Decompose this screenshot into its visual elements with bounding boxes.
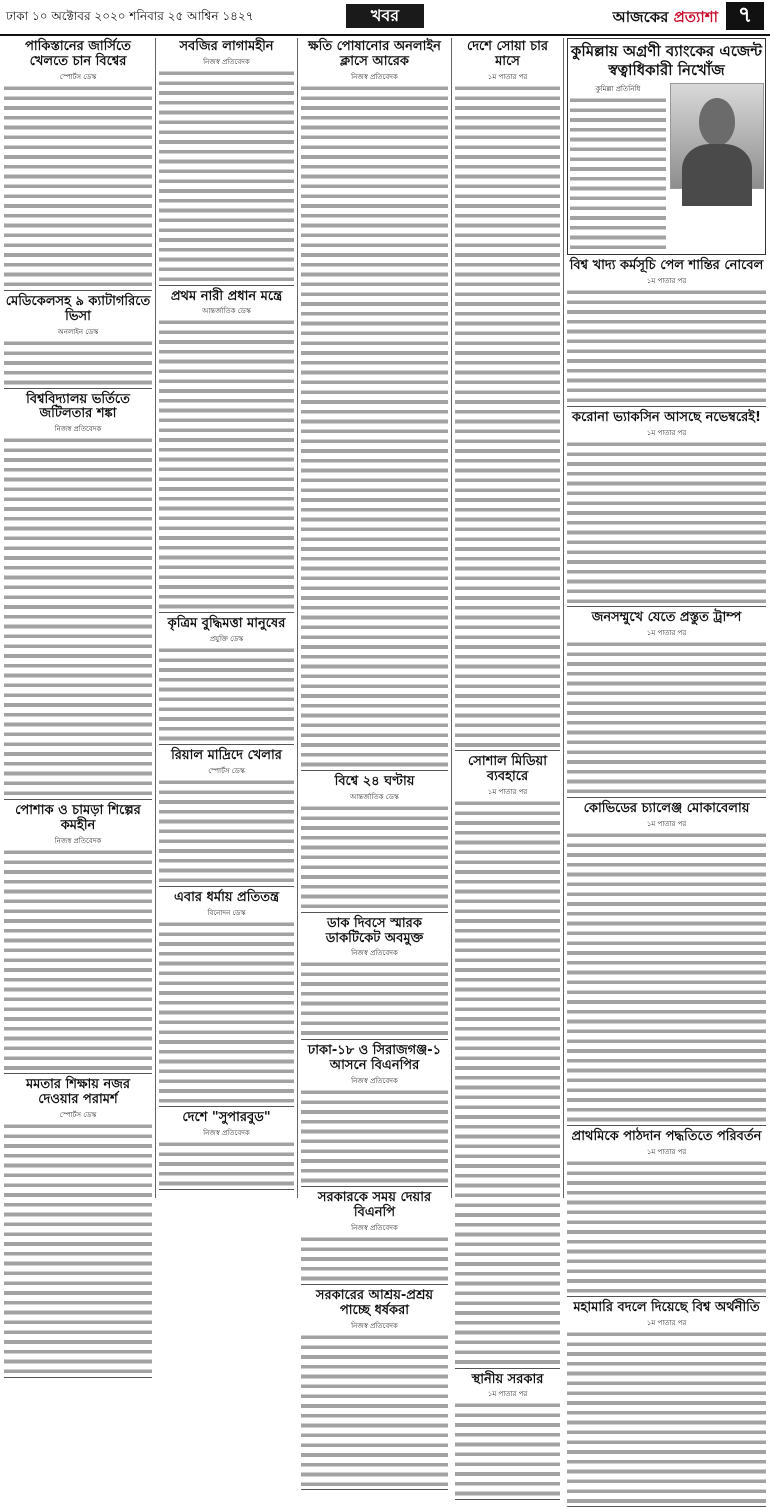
story-headline: বিশ্ববিদ্যালয় ভর্তিতে জটিলতার শঙ্কা xyxy=(26,391,130,422)
news-story xyxy=(159,40,294,286)
story-body-text xyxy=(567,640,766,797)
story-headline: মমতার শিক্ষায় নজর দেওয়ার পরামর্শ xyxy=(25,1077,131,1108)
news-story xyxy=(4,393,152,800)
story-byline: নিজস্ব প্রতিবেদক xyxy=(351,72,398,81)
news-story xyxy=(4,295,152,389)
person-photo xyxy=(670,83,764,189)
news-story xyxy=(4,40,152,291)
story-headline: করোনা ভ্যাকসিন আসছে নভেম্বরেই! xyxy=(572,409,761,425)
story-body-text xyxy=(567,1330,766,1506)
story-byline: নিজস্ব প্রতিবেদক xyxy=(351,1076,398,1085)
column-divider xyxy=(563,38,564,1198)
story-headline: স্থানীয় সরকার xyxy=(471,1371,544,1387)
feature-headline-line-2: স্বত্বাধিকারী নিখোঁজ xyxy=(608,61,725,80)
story-byline: নিজস্ব প্রতিবেদক xyxy=(54,425,102,434)
newspaper-brand xyxy=(613,6,718,31)
story-headline: মেডিকেলসহ ৯ ক্যাটাগরিতে ভিসা xyxy=(5,293,151,324)
story-body-text xyxy=(159,318,294,612)
story-headline: সরকারকে সময় দেয়ার বিএনপি xyxy=(317,1189,432,1220)
story-byline: ১ম পাতার পর xyxy=(646,629,687,638)
news-story xyxy=(567,802,766,1126)
news-story xyxy=(455,40,560,751)
story-headline: কৃত্রিম বুদ্ধিমত্তা মানুষের xyxy=(167,616,286,632)
story-headline: ডাক দিবসে স্মারক ডাকটিকেট অবমুক্ত xyxy=(325,915,424,946)
story-byline: নিজস্ব প্রতিবেদক xyxy=(351,1321,398,1330)
story-byline: ১ম পাতার পর xyxy=(646,1147,687,1156)
story-byline: অনলাইন ডেস্ক xyxy=(57,327,99,336)
issue-date: ঢাকা ১০ অক্টোবর ২০২০ শনিবার ২৫ আশ্বিন ১৪২৭ xyxy=(6,9,254,23)
story-body-text xyxy=(4,339,152,388)
news-story xyxy=(455,755,560,1368)
story-body-text xyxy=(159,69,294,285)
brand-prefix: আজকের xyxy=(612,8,669,26)
news-story xyxy=(301,917,448,1040)
story-body-text xyxy=(159,778,294,886)
story-body-text xyxy=(455,84,560,750)
story-body-text xyxy=(159,1140,294,1189)
story-byline: ১ম পাতার পর xyxy=(487,1390,528,1399)
story-body-text xyxy=(301,1333,448,1490)
story-body-text xyxy=(301,1235,448,1284)
story-byline: স্পোর্টস ডেস্ক xyxy=(59,1111,97,1120)
masthead xyxy=(0,0,770,36)
story-byline: ১ম পাতার পর xyxy=(646,428,687,437)
story-body-text xyxy=(567,440,766,607)
story-byline: বিনোদন ডেস্ক xyxy=(207,909,246,918)
story-body-text xyxy=(4,848,152,1073)
story-headline: পোশাক ও চামড়া শিল্পের কমহীন xyxy=(15,803,141,833)
story-body-text xyxy=(570,96,666,253)
news-story xyxy=(159,290,294,614)
story-body-text xyxy=(301,84,448,770)
story-headline: দেশে "সুপারবুড" xyxy=(182,1110,271,1126)
story-body-text xyxy=(301,960,448,1038)
story-body-text xyxy=(455,799,560,1367)
story-byline: নিজস্ব প্রতিবেদক xyxy=(54,836,102,845)
story-body-text xyxy=(567,1159,766,1296)
section-label: খবর xyxy=(346,4,424,28)
feature-byline: কুমিল্লা প্রতিনিধি xyxy=(595,84,641,93)
story-headline: সরকারের আশ্রয়-প্রশ্রয় পাচ্ছে ধর্ষকরা xyxy=(315,1287,434,1318)
column-1 xyxy=(4,38,152,1200)
column-divider xyxy=(155,38,156,1198)
feature-headline: কুমিল্লায় অগ্রণী ব্যাংকের এজেন্ট xyxy=(570,42,763,60)
story-headline: সবজির লাগামহীন xyxy=(179,39,274,54)
story-byline: স্পোর্টস ডেস্ক xyxy=(59,72,97,81)
news-story xyxy=(567,411,766,608)
column-5 xyxy=(567,38,766,1328)
story-headline: ঢাকা-১৮ ও সিরাজগঞ্জ-১ আসনে বিএনপির xyxy=(307,1042,442,1073)
news-story xyxy=(567,1130,766,1297)
story-headline: সোশাল মিডিয়া ব্যবহারে xyxy=(468,754,547,785)
news-story xyxy=(567,611,766,798)
news-story xyxy=(455,1373,560,1501)
brand-name: প্রত্যাশা xyxy=(673,8,718,26)
story-body-text xyxy=(4,84,152,290)
column-divider xyxy=(297,38,298,1198)
feature-story xyxy=(567,38,766,255)
news-story xyxy=(567,1301,766,1507)
story-byline: ১ম পাতার পর xyxy=(646,277,687,286)
news-story xyxy=(301,1289,448,1491)
news-story xyxy=(159,1111,294,1190)
story-body-text xyxy=(567,288,766,406)
story-body-text xyxy=(567,831,766,1125)
story-headline: প্রাথমিকে পাঠদান পদ্ধতিতে পরিবর্তন xyxy=(571,1129,762,1145)
story-headline: মহামারি বদলে দিয়েছে বিশ্ব অর্থনীতি xyxy=(573,1300,760,1316)
feature-body xyxy=(570,96,666,253)
news-story xyxy=(159,749,294,887)
story-headline: এবার ধর্মায় প্রতিতন্ত্র xyxy=(174,890,279,906)
news-story xyxy=(301,40,448,771)
story-body-text xyxy=(301,804,448,912)
column-4 xyxy=(455,38,560,1399)
story-headline: জনসম্মুখে যেতে প্রস্তুত ট্রাম্প xyxy=(591,610,742,626)
story-headline: রিয়াল মাদ্রিদে খেলার xyxy=(171,748,282,764)
story-byline: নিজস্ব প্রতিবেদক xyxy=(203,57,250,66)
news-story xyxy=(301,1044,448,1187)
story-byline: আন্তর্জাতিক ডেস্ক xyxy=(202,307,251,316)
story-body-text xyxy=(301,1088,448,1186)
story-byline: নিজস্ব প্রতিবেদক xyxy=(351,1223,398,1232)
story-headline: ক্ষতি পোষানোর অনলাইন ক্লাসে আরেক xyxy=(308,39,441,69)
column-2 xyxy=(159,38,294,1200)
news-story xyxy=(159,891,294,1107)
column-3 xyxy=(301,38,448,1330)
story-headline: বিশ্বে ২৪ ঘণ্টায় xyxy=(334,773,415,789)
story-byline: নিজস্ব প্রতিবেদক xyxy=(203,1129,250,1138)
story-byline: ১ম পাতার পর xyxy=(646,820,687,829)
news-story xyxy=(301,1191,448,1285)
story-headline: বিশ্ব খাদ্য কর্মসূচি পেল শান্তির নোবেল xyxy=(569,258,764,274)
news-story xyxy=(4,1078,152,1378)
story-byline: ১ম পাতার পর xyxy=(487,72,528,81)
news-story xyxy=(567,259,766,407)
story-body-text xyxy=(159,646,294,744)
column-divider xyxy=(451,38,452,1198)
news-story xyxy=(159,617,294,745)
story-headline: কোভিডের চ্যালেঞ্জ মোকাবেলায় xyxy=(583,801,750,817)
story-headline: দেশে সোয়া চার মাসে xyxy=(466,39,549,69)
story-body-text xyxy=(4,436,152,799)
story-byline: ১ম পাতার পর xyxy=(646,1319,687,1328)
story-body-text xyxy=(455,1401,560,1499)
news-story xyxy=(301,775,448,913)
column-5-stories xyxy=(567,259,766,1507)
story-body-text xyxy=(4,1122,152,1377)
story-byline: ১ম পাতার পর xyxy=(487,788,528,797)
story-headline: প্রথম নারী প্রধান মন্ত্রে xyxy=(170,288,283,304)
news-story xyxy=(4,804,152,1074)
story-byline: স্পোর্টস ডেস্ক xyxy=(208,767,245,776)
story-headline: পাকিস্তানের জার্সিতে খেলতে চান বিশ্বের xyxy=(25,39,131,69)
story-byline: প্রযুক্তি ডেস্ক xyxy=(209,635,244,644)
page-number: ৭ xyxy=(726,2,764,30)
story-byline: নিজস্ব প্রতিবেদক xyxy=(351,949,398,958)
story-body-text xyxy=(159,920,294,1106)
story-byline: আন্তর্জাতিক ডেস্ক xyxy=(350,792,399,801)
